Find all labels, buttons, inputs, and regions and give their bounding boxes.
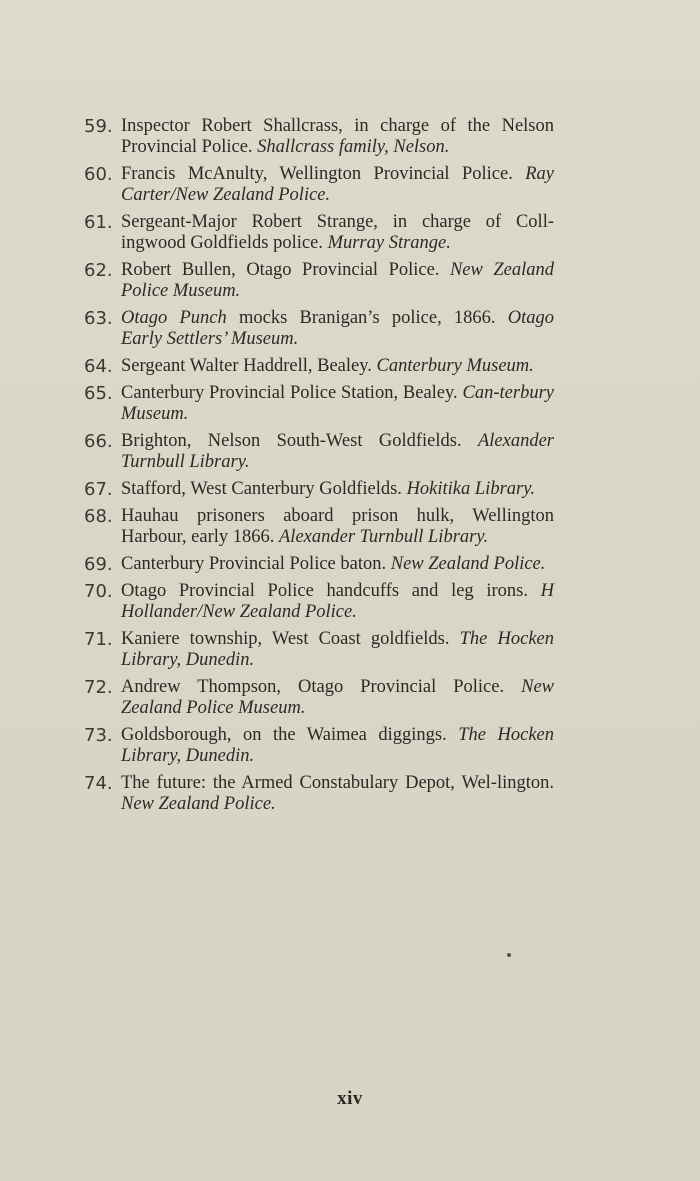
list-item: [84, 356, 554, 377]
page-number: xiv: [337, 1088, 363, 1109]
list-item: [84, 116, 554, 158]
entry-text: [121, 212, 554, 254]
list-item: [84, 629, 554, 671]
credit: Otago Early Settlers’ Museum.: [121, 308, 555, 349]
list-item: [84, 479, 554, 500]
credit: Alexander Turnbull Library.: [121, 431, 554, 472]
entry-number: 68.: [84, 506, 113, 527]
list-item: [84, 260, 554, 302]
entry-text: [121, 116, 554, 158]
caption: Sergeant Walter Haddrell, Bealey.: [121, 356, 372, 376]
caption: Kaniere township, West Coast goldfields.: [121, 629, 450, 649]
entry-text: [121, 479, 554, 500]
entry-text: [121, 260, 554, 302]
credit: H Hollander/New Zealand Police.: [121, 581, 554, 622]
entry-number: 59.: [84, 116, 113, 137]
entry-text: [121, 356, 554, 377]
credit: New Zealand Police.: [121, 794, 276, 814]
entry-text: [121, 431, 554, 473]
entry-text: [121, 677, 554, 719]
entry-text: [121, 383, 554, 425]
entry-number: 62.: [84, 260, 113, 281]
credit: Shallcrass family, Nelson.: [257, 137, 450, 157]
ink-speck: [507, 953, 511, 957]
list-item: [84, 554, 554, 575]
caption-title: Otago Punch: [121, 308, 227, 328]
entry-number: 65.: [84, 383, 113, 404]
caption: Andrew Thompson, Otago Provincial Police.: [121, 677, 505, 697]
list-item: [84, 383, 554, 425]
caption: Robert Bullen, Otago Provincial Police.: [121, 260, 440, 280]
caption: Inspector Robert Shallcrass, in charge of the Nelson Provincial Police.: [121, 116, 554, 157]
list-item: [84, 581, 554, 623]
list-item: [84, 212, 554, 254]
caption: Otago Provincial Police handcuffs and leg irons.: [121, 581, 528, 601]
list-item: [84, 164, 554, 206]
credit: Canterbury Museum.: [376, 356, 534, 376]
list-item: [84, 431, 554, 473]
list-item: [84, 725, 554, 767]
caption: mocks Branigan’s police, 1866.: [238, 308, 496, 328]
entry-text: [121, 629, 554, 671]
entry-number: 71.: [84, 629, 113, 650]
caption: Hauhau prisoners aboard prison hulk, Wellington Harbour, early 1866.: [121, 506, 554, 547]
entry-text: [121, 506, 554, 548]
caption: Francis McAnulty, Wellington Provincial Police.: [121, 164, 513, 184]
entry-number: 74.: [84, 773, 113, 794]
entry-number: 66.: [84, 431, 113, 452]
entry-number: 73.: [84, 725, 113, 746]
caption: Canterbury Provincial Police baton.: [121, 554, 387, 574]
list-item: [84, 506, 554, 548]
entry-number: 64.: [84, 356, 113, 377]
credit: Hokitika Library.: [406, 479, 536, 499]
entry-number: 60.: [84, 164, 113, 185]
entry-number: 69.: [84, 554, 113, 575]
caption: Goldsborough, on the Waimea diggings.: [121, 725, 447, 745]
credit: Can-terbury Museum.: [121, 383, 554, 424]
caption: Brighton, Nelson South-West Goldfields.: [121, 431, 462, 451]
list-item: [84, 308, 554, 350]
entry-number: 61.: [84, 212, 113, 233]
entry-text: [121, 308, 554, 350]
entry-text: [121, 725, 554, 767]
entry-text: [121, 554, 554, 575]
caption: Stafford, West Canterbury Goldfields.: [121, 479, 402, 499]
caption: The future: the Armed Constabulary Depot, Wel-lington.: [121, 773, 554, 793]
caption: Canterbury Provincial Police Station, Bealey.: [121, 383, 458, 403]
credit: New Zealand Police.: [390, 554, 546, 574]
entry-number: 67.: [84, 479, 113, 500]
illustration-list: [84, 116, 554, 821]
caption: Sergeant-Major Robert Strange, in charge of Coll-ingwood Goldfields police.: [121, 212, 554, 253]
credit: New Zealand Police Museum.: [121, 260, 555, 301]
entry-text: [121, 581, 554, 623]
credit: Ray Carter/New Zealand Police.: [121, 164, 555, 205]
entry-number: 70.: [84, 581, 113, 602]
credit: Murray Strange.: [327, 233, 451, 253]
list-item: [84, 677, 554, 719]
credit: The Hocken Library, Dunedin.: [121, 629, 554, 670]
entry-number: 72.: [84, 677, 113, 698]
credit: The Hocken Library, Dunedin.: [121, 725, 554, 766]
credit: New Zealand Police Museum.: [121, 677, 554, 718]
list-item: [84, 773, 554, 815]
entry-number: 63.: [84, 308, 113, 329]
entry-text: [121, 773, 554, 815]
entry-text: [121, 164, 554, 206]
credit: Alexander Turnbull Library.: [279, 527, 489, 547]
